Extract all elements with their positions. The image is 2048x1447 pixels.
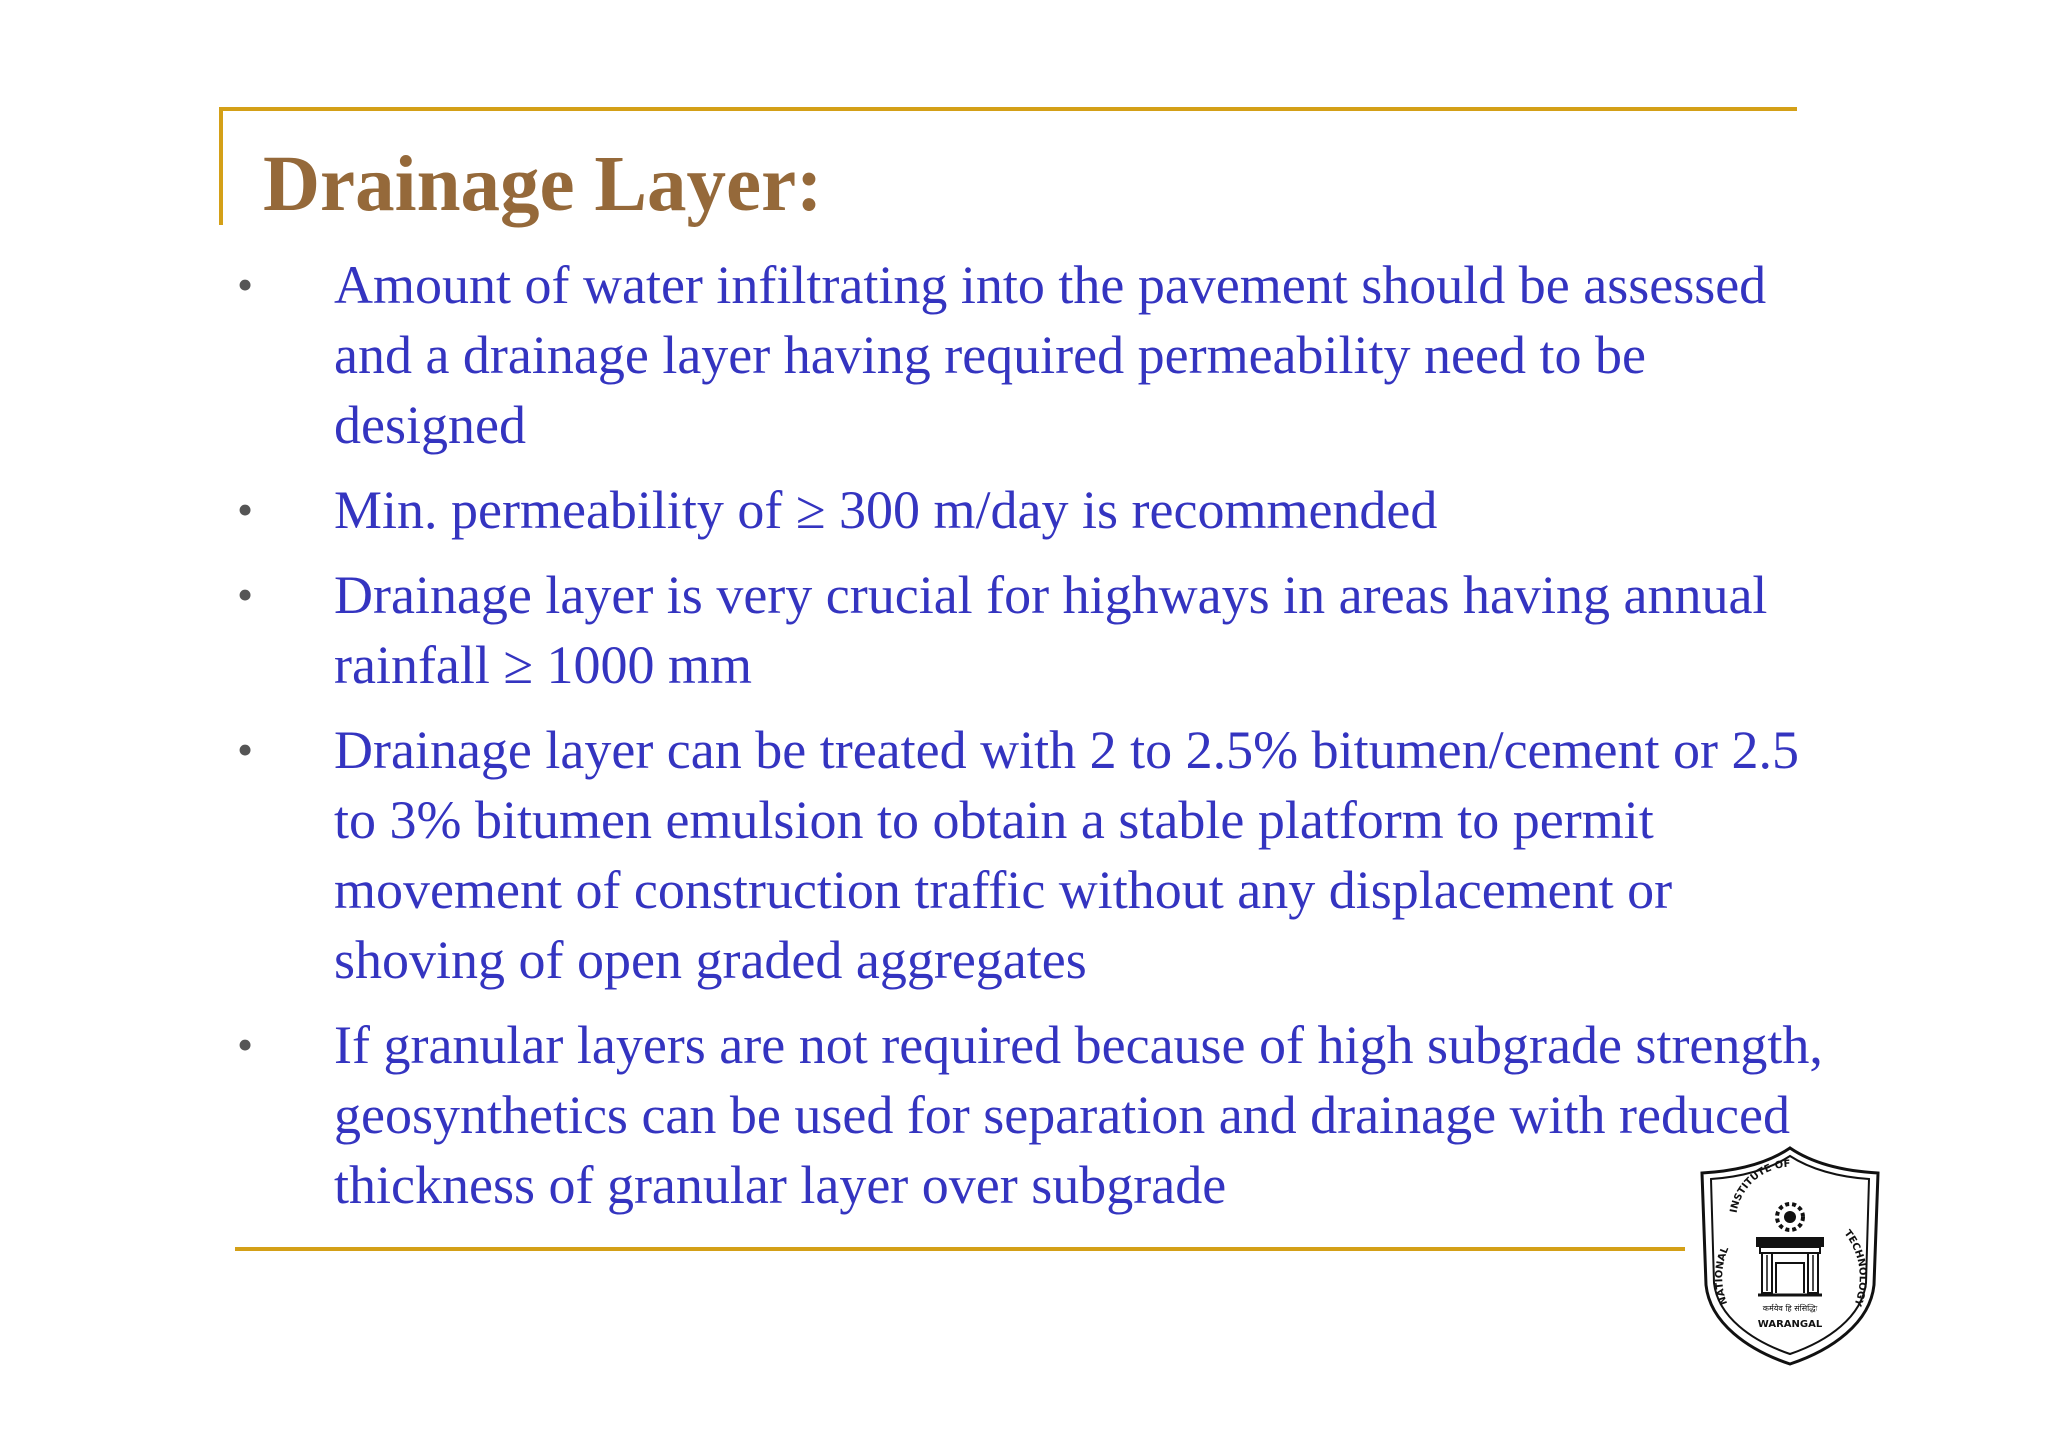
logo-right-text: TECHNOLOGY (1841, 1228, 1868, 1308)
bullet-item-5 (228, 1010, 1828, 1220)
bullet-text: Drainage layer is very crucial for highways in areas having annual rainfall ≥ 1000 mm (334, 565, 1768, 695)
bottom-rule (235, 1247, 1685, 1251)
bullet-item-3 (228, 560, 1828, 700)
nit-warangal-logo-icon (1698, 1145, 1882, 1367)
bullet-icon: • (237, 569, 254, 620)
bullet-icon: • (237, 259, 254, 310)
bullet-text: If granular layers are not required because of high subgrade strength, geosynthetics can be used for separation and drainage with reduced thickness of granular layer over subgrade (334, 1015, 1823, 1215)
bullet-icon: • (237, 724, 254, 775)
bullet-icon: • (237, 484, 254, 535)
logo-top-text: INSTITUTE OF (1728, 1158, 1791, 1214)
bullet-icon: • (237, 1019, 254, 1070)
bullet-text: Drainage layer can be treated with 2 to 2.5% bitumen/cement or 2.5 to 3% bitumen emulsion to obtain a stable platform to permit movement of construction traffic without any displacement or shoving of open graded aggregates (334, 720, 1799, 990)
bullet-item-1 (228, 250, 1828, 460)
slide-title: Drainage Layer: (263, 141, 823, 228)
bullet-item-4 (228, 715, 1828, 995)
bullet-item-2 (228, 475, 1828, 545)
left-rule (219, 107, 223, 225)
logo-left-text: NATIONAL (1714, 1245, 1732, 1307)
logo-motto: कर्मयेव हि संसिद्धिः (1762, 1304, 1818, 1313)
top-rule (219, 107, 1797, 111)
bullet-text: Amount of water infiltrating into the pavement should be assessed and a drainage layer having required permeability need to be designed (334, 255, 1767, 455)
bullet-list (228, 250, 1828, 1235)
logo-bottom-text: WARANGAL (1757, 1319, 1823, 1330)
bullet-text: Min. permeability of ≥ 300 m/day is recommended (334, 480, 1438, 540)
